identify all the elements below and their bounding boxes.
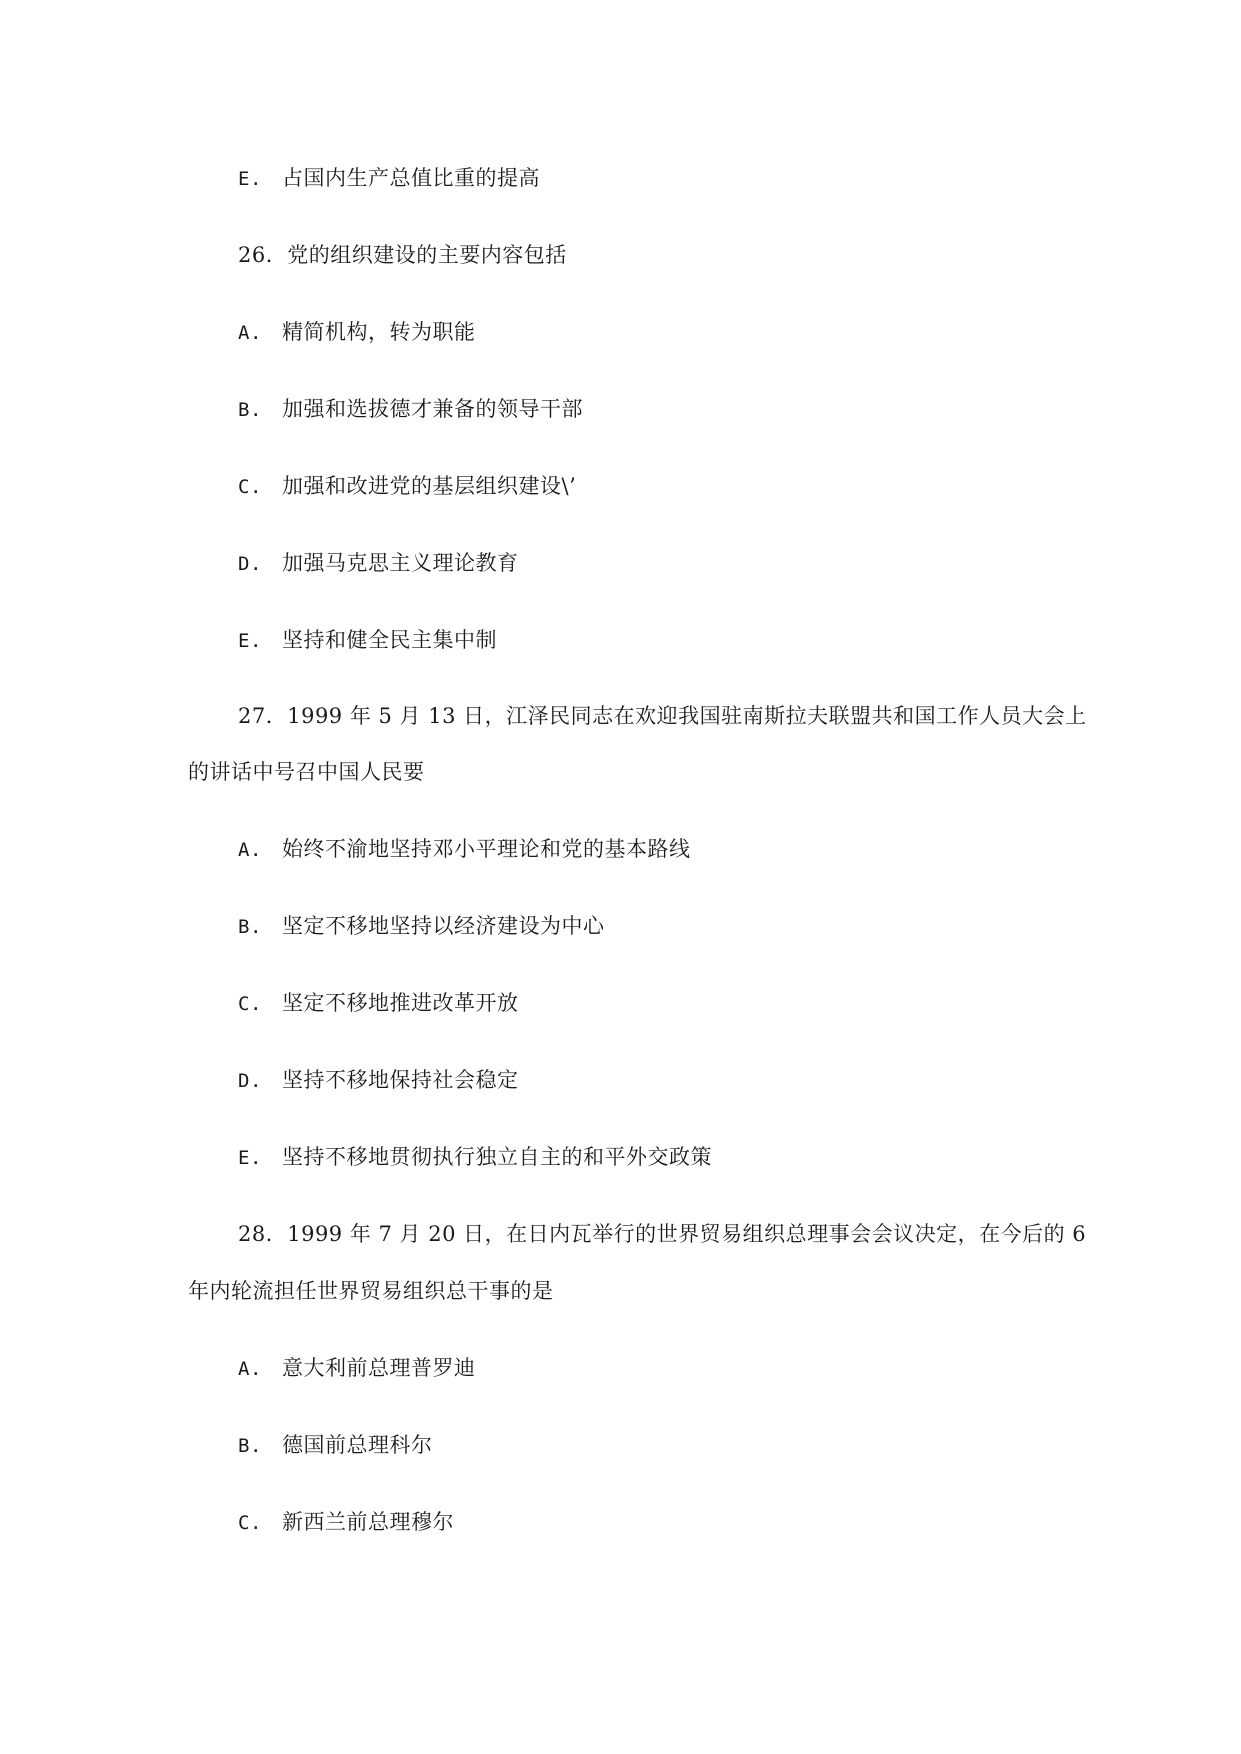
option-text: 加强马克思主义理论教育	[282, 551, 519, 575]
option-b-q27	[238, 912, 605, 941]
option-a-q26	[238, 318, 476, 347]
option-c-q28	[238, 1508, 454, 1537]
option-letter: D.	[238, 1070, 262, 1092]
option-d-q26	[238, 549, 519, 578]
option-letter: A.	[238, 1358, 262, 1380]
option-a-q28	[238, 1354, 476, 1383]
question-26	[238, 241, 567, 269]
option-b-q28	[238, 1431, 433, 1460]
option-text: 德国前总理科尔	[282, 1433, 433, 1457]
question-27-line-1	[238, 702, 1087, 730]
option-text: 加强和选拔德才兼备的领导干部	[282, 397, 583, 421]
option-letter: B.	[238, 399, 262, 421]
option-letter: B.	[238, 1435, 262, 1457]
question-27-line-2	[188, 758, 425, 786]
option-letter: C.	[238, 476, 262, 498]
option-letter: E.	[238, 630, 262, 652]
question-28-line-2	[188, 1277, 554, 1305]
option-letter: E.	[238, 1147, 262, 1169]
option-text: 坚持和健全民主集中制	[282, 628, 497, 652]
option-letter: A.	[238, 839, 262, 861]
option-d-q27	[238, 1066, 519, 1095]
option-text: 坚定不移地推进改革开放	[282, 991, 519, 1015]
option-letter: C.	[238, 993, 262, 1015]
question-text: 26．党的组织建设的主要内容包括	[238, 243, 567, 267]
option-letter: D.	[238, 553, 262, 575]
question-text: 年内轮流担任世界贸易组织总干事的是	[188, 1279, 554, 1303]
question-text: 28．1999 年 7 月 20 日，在日内瓦举行的世界贸易组织总理事会会议决定，在今后的 6	[238, 1222, 1087, 1246]
option-b-q26	[238, 395, 583, 424]
question-28-line-1	[238, 1220, 1086, 1248]
option-text: 精简机构，转为职能	[282, 320, 476, 344]
option-e-q25	[238, 164, 540, 193]
option-e-q27	[238, 1143, 712, 1172]
option-text: 坚定不移地坚持以经济建设为中心	[282, 914, 605, 938]
option-text: 意大利前总理普罗迪	[282, 1356, 476, 1380]
option-letter: C.	[238, 1512, 262, 1534]
question-text: 的讲话中号召中国人民要	[188, 760, 425, 784]
option-text: 加强和改进党的基层组织建设\’	[282, 474, 577, 498]
option-letter: E.	[238, 168, 262, 190]
question-text: 27．1999 年 5 月 13 日，江泽民同志在欢迎我国驻南斯拉夫联盟共和国工作人员大会上	[238, 704, 1087, 728]
option-c-q26	[238, 472, 576, 501]
option-a-q27	[238, 835, 691, 864]
option-text: 坚持不移地贯彻执行独立自主的和平外交政策	[282, 1145, 712, 1169]
option-e-q26	[238, 626, 497, 655]
option-text: 坚持不移地保持社会稳定	[282, 1068, 519, 1092]
option-text: 新西兰前总理穆尔	[282, 1510, 454, 1534]
option-letter: A.	[238, 322, 262, 344]
option-text: 占国内生产总值比重的提高	[282, 166, 540, 190]
option-c-q27	[238, 989, 519, 1018]
option-text: 始终不渝地坚持邓小平理论和党的基本路线	[282, 837, 691, 861]
option-letter: B.	[238, 916, 262, 938]
